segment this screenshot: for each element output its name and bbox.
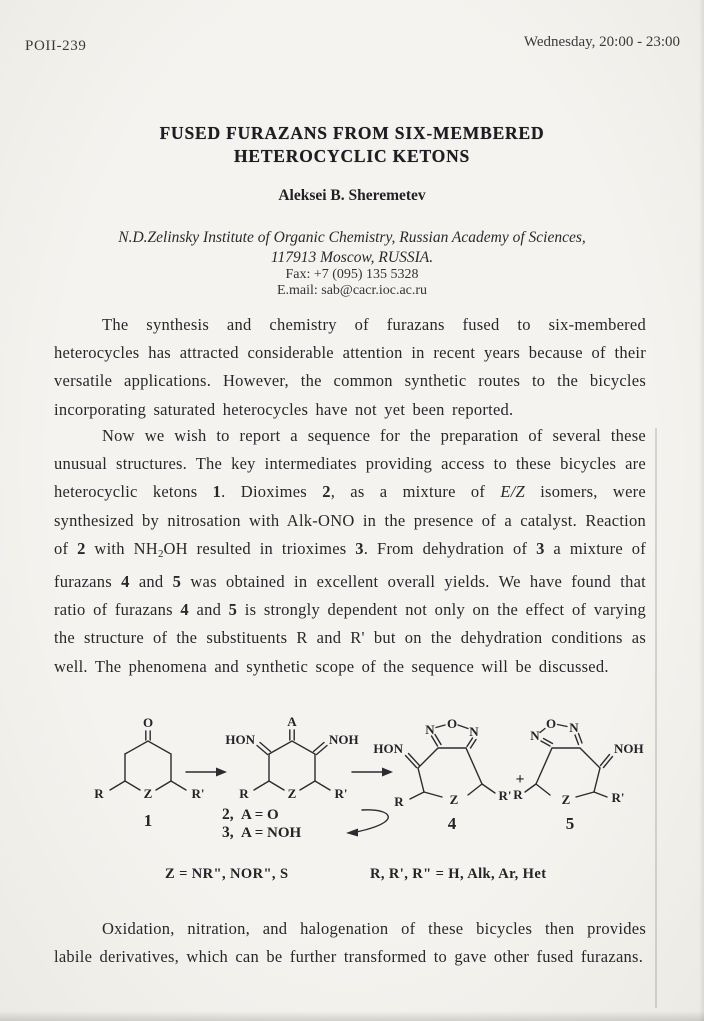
r-definition: R, R', R" = H, Alk, Ar, Het (370, 866, 547, 882)
atom-label-z: Z (449, 792, 459, 807)
atom-label-rprime: R' (498, 788, 512, 803)
session-code: POII-239 (25, 38, 87, 54)
affiliation-block (0, 228, 704, 298)
reaction-scheme-drawing (52, 702, 652, 902)
compound-2-definition: A = O (241, 807, 279, 823)
atom-label-hon: HON (373, 741, 403, 756)
curved-arrow-icon (346, 810, 388, 837)
atom-label-r: R (394, 794, 404, 809)
page-title (0, 122, 704, 168)
reaction-scheme (52, 702, 652, 902)
reaction-arrow-1 (186, 768, 227, 777)
structure-4-furazan (373, 716, 511, 833)
atom-label-o: O (545, 716, 557, 731)
atom-label-n: N (469, 724, 479, 739)
atom-label-hon: HON (225, 732, 255, 747)
affiliation-fax: Fax: +7 (095) 135 5328 (285, 267, 419, 282)
affiliation-institute: N.D.Zelinsky Institute of Organic Chemistry, Russian Academy of Sciences, (118, 229, 586, 246)
atom-label-n: N (530, 728, 540, 743)
compound-number-5: 5 (565, 814, 575, 833)
page-title-line2: HETEROCYCLIC KETONS (233, 146, 471, 166)
z-definition: Z = NR", NOR", S (165, 866, 289, 882)
page-header (0, 34, 704, 58)
session-schedule: Wednesday, 20:00 - 23:00 (523, 34, 680, 50)
compound-3-definition: A = NOH (241, 825, 302, 841)
affiliation-city: 117913 Moscow, RUSSIA. (270, 248, 434, 266)
plus-sign: + (515, 771, 525, 788)
atom-label-o: O (142, 715, 154, 730)
compound-number-4: 4 (447, 814, 457, 833)
paragraph-intro: The synthesis and chemistry of furazans fused to six-membered heterocycles has attracted considerable attention in recent years because of their versatile applications. However, the common synthetic routes to the bicycles incorporating saturated heterocycles have not yet been reported. (54, 315, 646, 419)
atom-label-z: Z (143, 786, 153, 801)
atom-label-r: R (94, 786, 104, 801)
scan-artifact-line (655, 428, 657, 1008)
atom-label-rprime: R' (191, 786, 205, 801)
author-name: Aleksei B. Sheremetev (278, 187, 426, 204)
page-title-line1: FUSED FURAZANS FROM SIX-MEMBERED (159, 123, 545, 143)
compound-number-2: 2, (222, 806, 234, 823)
atom-label-a: A (287, 714, 297, 729)
reaction-arrow-2 (352, 768, 393, 777)
paragraph-outlook: Oxidation, nitration, and halogenation of these bicycles then provides labile derivatives, which can be further transformed to gave other fused furazans. (54, 919, 646, 967)
atom-label-n: N (569, 720, 579, 735)
atom-label-r: R (239, 786, 249, 801)
atom-label-n: N (425, 722, 435, 737)
atom-label-noh: NOH (614, 741, 644, 756)
affiliation-email: E.mail: sab@cacr.ioc.ac.ru (276, 282, 428, 298)
atom-label-rprime: R' (611, 790, 625, 805)
scan-edge-shadow-right (699, 0, 704, 1021)
structure-5-furazan (513, 716, 643, 833)
atom-label-noh: NOH (329, 732, 359, 747)
atom-label-z: Z (287, 786, 297, 801)
paragraph-results: Now we wish to report a sequence for the preparation of several these unusual structures. The key intermediates providing access to these bicycles are heterocyclic ketons 1. Dioximes 2, as a mixture of E/Z isomers, were synthesized by nitrosation with Alk-ONO in the presence of a catalyst. Reaction of 2 with $NH_2OH$ resulted in trioximes 3. From dehydration of 3 a mixture of furazans 4 and 5 was obtained in excellent overall yields. We have found that ratio of furazans 4 and 5 is strongly dependent not only on the effect of varying the structure of the substituents R and R' but on the dehydration conditions as well. The phenomena and synthetic scope of the sequence will be discussed. (54, 426, 647, 676)
structure-2-3-oximes (222, 714, 388, 841)
compound-number-1: 1 (143, 811, 153, 830)
atom-label-rprime: R' (334, 786, 348, 801)
atom-label-z: Z (561, 792, 571, 807)
scan-edge-shadow-bottom (0, 1011, 704, 1021)
compound-number-3: 3, (222, 824, 234, 841)
atom-label-o: O (446, 716, 458, 731)
atom-label-r: R (513, 787, 523, 802)
